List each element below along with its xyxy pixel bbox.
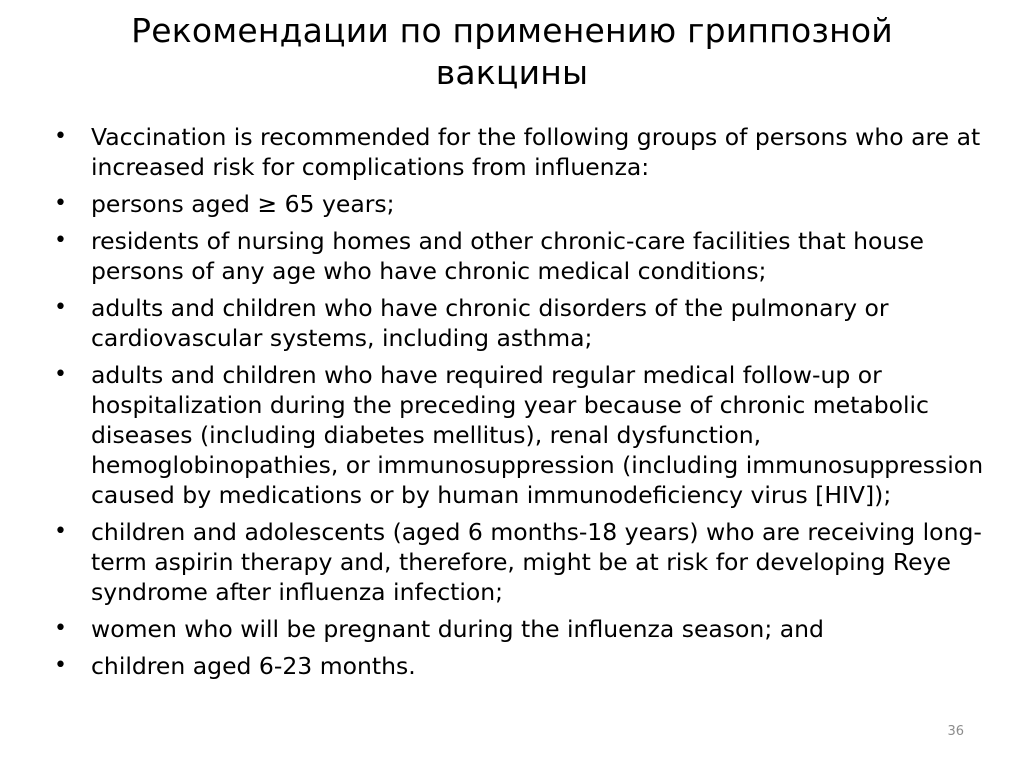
bullet-text: children and adolescents (aged 6 months-18 years) who are receiving long-term aspirin therapy and, therefore, might be at risk for developing Reye syndrome after influenza infection; <box>91 518 982 606</box>
bullet-item <box>50 293 1000 353</box>
bullet-item <box>50 226 1000 286</box>
bullet-dot-icon: • <box>54 653 67 678</box>
bullet-dot-icon: • <box>54 519 67 544</box>
bullet-dot-icon: • <box>54 191 67 216</box>
bullet-item <box>50 614 1000 644</box>
bullet-text: Vaccination is recommended for the following groups of persons who are at increased risk for complications from influenza: <box>91 123 981 181</box>
page-number: 36 <box>947 724 964 739</box>
bullet-text: adults and children who have required regular medical follow-up or hospitalization during the preceding year because of chronic metabolic diseases (including diabetes mellitus), renal dysfunction, hemoglobinopathies, or immunosuppression (including immunosuppression caused by medications or by human immunodeficiency virus [HIV]); <box>91 361 984 509</box>
bullet-item <box>50 360 1000 510</box>
bullet-item <box>50 189 1000 219</box>
bullet-item <box>50 517 1000 607</box>
bullet-dot-icon: • <box>54 295 67 320</box>
bullet-item <box>50 651 1000 681</box>
bullet-text: adults and children who have chronic disorders of the pulmonary or cardiovascular systems, including asthma; <box>91 294 889 352</box>
bullet-text: women who will be pregnant during the influenza season; and <box>91 615 824 643</box>
bullet-dot-icon: • <box>54 616 67 641</box>
slide-title: Рекомендации по применению гриппозной вакцины <box>131 11 893 92</box>
bullet-dot-icon: • <box>54 124 67 149</box>
bullet-item <box>50 122 1000 182</box>
bullet-dot-icon: • <box>54 228 67 253</box>
bullet-text: persons aged ≥ 65 years; <box>91 190 395 218</box>
bullet-list <box>50 122 1000 688</box>
bullet-dot-icon: • <box>54 362 67 387</box>
bullet-text: residents of nursing homes and other chronic-care facilities that house persons of any age who have chronic medical conditions; <box>91 227 924 285</box>
bullet-text: children aged 6-23 months. <box>91 652 416 680</box>
